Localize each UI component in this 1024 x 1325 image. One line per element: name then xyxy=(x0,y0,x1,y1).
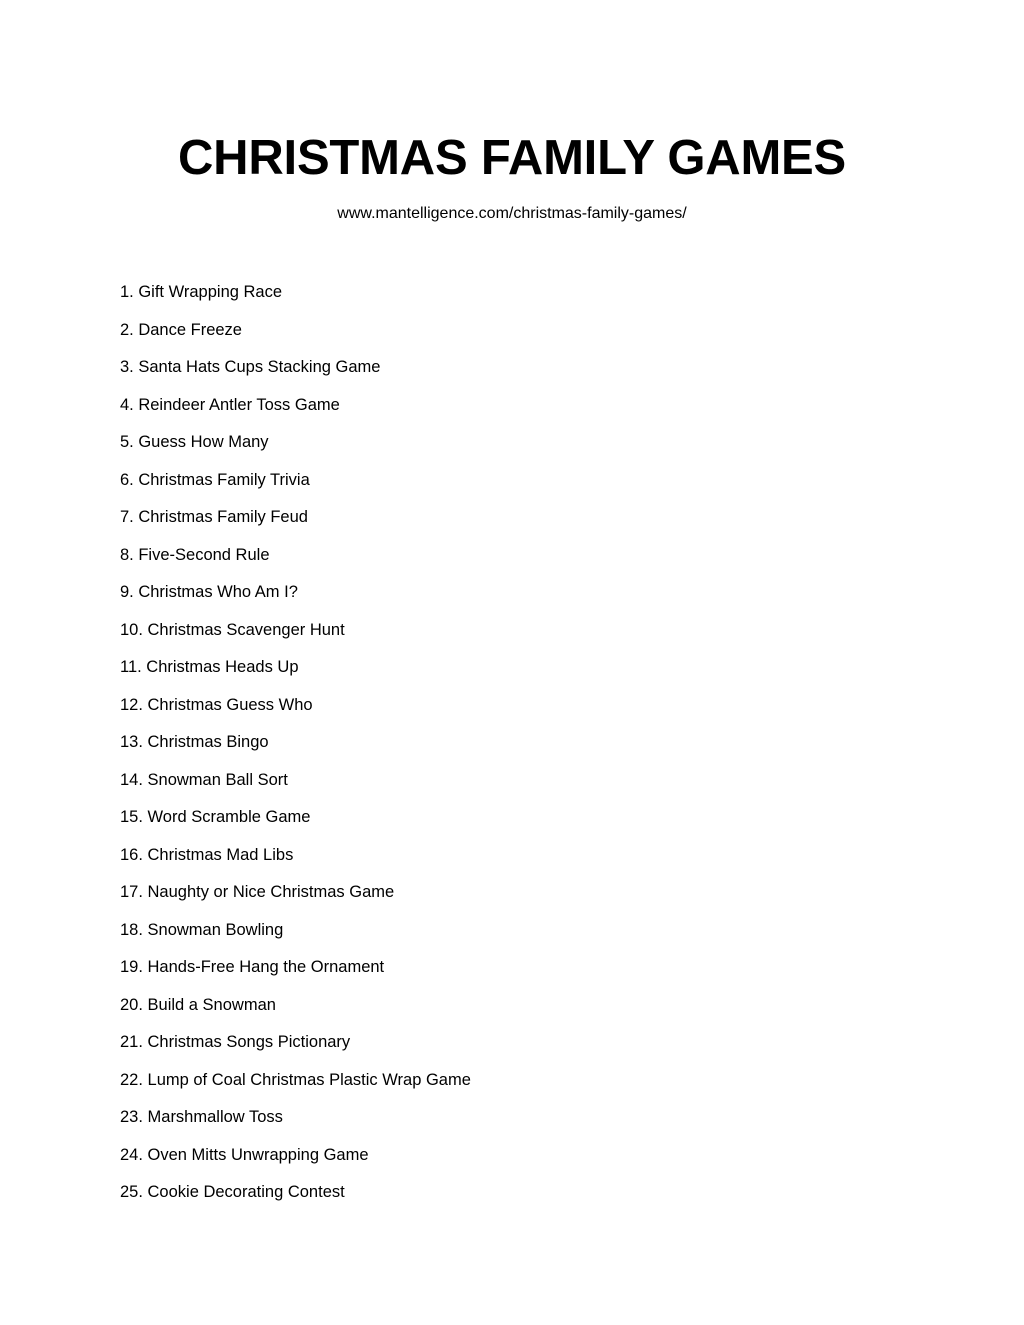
list-item: 24. Oven Mitts Unwrapping Game xyxy=(120,1145,369,1164)
list-item: 2. Dance Freeze xyxy=(120,320,242,339)
list-item: 25. Cookie Decorating Contest xyxy=(120,1183,345,1201)
list-item: 19. Hands-Free Hang the Ornament xyxy=(120,958,385,976)
game-list xyxy=(120,281,471,1219)
source-url: www.mantelligence.com/christmas-family-games/ xyxy=(337,205,687,222)
list-item: 10. Christmas Scavenger Hunt xyxy=(120,620,345,639)
list-item: 12. Christmas Guess Who xyxy=(120,695,313,714)
list-item: 22. Lump of Coal Christmas Plastic Wrap Game xyxy=(120,1070,471,1089)
list-item: 1. Gift Wrapping Race xyxy=(120,283,283,301)
list-item: 4. Reindeer Antler Toss Game xyxy=(120,395,340,414)
list-item: 5. Guess How Many xyxy=(120,433,269,451)
list-item: 11. Christmas Heads Up xyxy=(120,658,299,676)
list-item: 14. Snowman Ball Sort xyxy=(120,770,288,789)
list-item: 20. Build a Snowman xyxy=(120,995,276,1014)
list-item: 23. Marshmallow Toss xyxy=(120,1108,283,1126)
list-item: 21. Christmas Songs Pictionary xyxy=(120,1033,351,1051)
list-item: 15. Word Scramble Game xyxy=(120,808,311,826)
list-item: 13. Christmas Bingo xyxy=(120,733,269,751)
list-item: 6. Christmas Family Trivia xyxy=(120,470,310,489)
list-item: 8. Five-Second Rule xyxy=(120,545,270,564)
list-item: 18. Snowman Bowling xyxy=(120,920,284,939)
list-item: 9. Christmas Who Am I? xyxy=(120,583,298,601)
page-title: CHRISTMAS FAMILY GAMES xyxy=(177,131,847,185)
list-item: 7. Christmas Family Feud xyxy=(120,508,308,526)
list-item: 17. Naughty or Nice Christmas Game xyxy=(120,883,395,901)
list-item: 16. Christmas Mad Libs xyxy=(120,845,294,864)
list-item: 3. Santa Hats Cups Stacking Game xyxy=(120,358,381,376)
